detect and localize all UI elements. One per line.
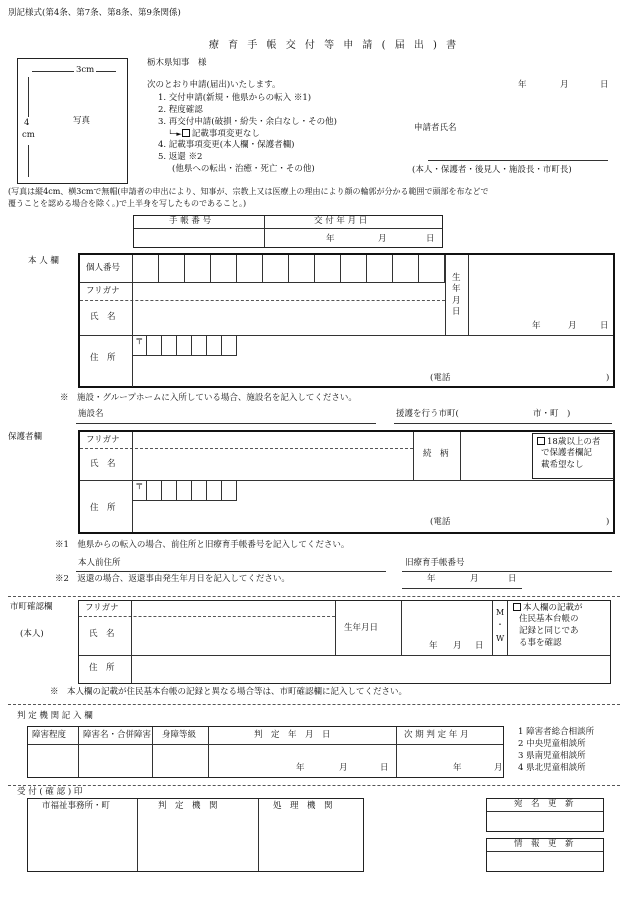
- option-5[interactable]: 5. 返還 ※2: [158, 152, 203, 162]
- handbook-date-label: 交 付 年 月 日: [314, 216, 368, 226]
- next-month: 月: [494, 763, 503, 773]
- option-2[interactable]: 2. 程度確認: [158, 105, 203, 115]
- handbook-month: 月: [378, 234, 387, 244]
- relationship-input[interactable]: [461, 433, 533, 479]
- id-number-label: 個人番号: [86, 263, 121, 273]
- date-year: 年: [518, 80, 527, 90]
- handbook-day: 日: [426, 234, 435, 244]
- person-phone-close: ): [606, 373, 610, 383]
- municipal-confirm-checkbox[interactable]: [513, 603, 521, 611]
- guardian-phone-label: (電話: [430, 517, 451, 527]
- person-address-label: 住 所: [90, 353, 116, 363]
- relationship-label: 続 柄: [423, 449, 449, 459]
- judgment-month: 月: [339, 763, 348, 773]
- applicant-name-line[interactable]: [428, 160, 608, 161]
- opt-out-line-3: 載希望なし: [541, 460, 584, 470]
- col-physical: 身障等級: [162, 730, 197, 740]
- photo-label: 写真: [73, 116, 91, 126]
- opt-out-line-1[interactable]: [537, 437, 600, 448]
- municipal-address-input[interactable]: [132, 656, 608, 683]
- municipal-section: [78, 600, 611, 684]
- col-degree: 障害程度: [32, 730, 67, 740]
- option-4[interactable]: 4. 記載事項変更(本人欄・保護者欄): [158, 140, 295, 150]
- old-number-label: 旧療育手帳番号: [405, 558, 465, 568]
- person-section: [78, 253, 615, 388]
- guardian-section-label: 保護者欄: [8, 432, 43, 442]
- next-year: 年: [453, 763, 462, 773]
- opt-out-line-2: で保護者欄記: [541, 448, 593, 458]
- col-judge: 判 定 機 関: [158, 801, 218, 811]
- municipal-confirm-line-2: 住民基本台帳の: [519, 614, 579, 624]
- person-section-label: 本 人 欄: [28, 256, 59, 266]
- old-number-line[interactable]: [402, 571, 612, 572]
- municipal-section-label: 市町確認欄: [10, 602, 53, 612]
- postal-mark-icon: 〒: [135, 337, 144, 347]
- divider-1: [8, 596, 620, 597]
- person-postal-field[interactable]: [133, 335, 237, 355]
- guardian-address-label: 住 所: [90, 503, 116, 513]
- return-reasons: (他県への転出・治癒・死亡・その他): [172, 164, 315, 174]
- prev-address-label: 本人前住所: [78, 558, 121, 568]
- judgment-year: 年: [296, 763, 305, 773]
- sub-option-label: 記載事項変更なし: [191, 129, 260, 139]
- support-municipality-line[interactable]: [394, 423, 612, 424]
- physical-grade-input[interactable]: [153, 745, 207, 776]
- photo-width-label: 3cm: [76, 65, 95, 75]
- option-3[interactable]: 3. 再交付申請(破損・紛失・余白なし・その他): [158, 117, 337, 127]
- person-name-input[interactable]: [132, 301, 444, 333]
- divider-2: [8, 704, 620, 705]
- page-title: 療 育 手 帳 交 付 等 申 請 ( 届 出 ) 書: [209, 40, 460, 51]
- applicant-label: 申請者氏名: [414, 123, 457, 133]
- person-phone-label: (電話: [430, 373, 451, 383]
- judgment-section-label: 判 定 機 関 記 入 欄: [17, 711, 93, 721]
- info-update-label: 情 報 更 新: [514, 839, 574, 849]
- person-address-input[interactable]: [133, 356, 611, 386]
- col-judgment-date: 判 定 年 月 日: [254, 730, 331, 740]
- center-4: 4 県北児童相談所: [518, 763, 586, 773]
- judgment-day: 日: [380, 763, 389, 773]
- guardian-address-input[interactable]: [133, 501, 611, 531]
- person-birth-label: 生年月日: [452, 273, 461, 318]
- sex-separator: ・: [496, 620, 504, 629]
- municipal-birth-label: 生年月日: [344, 623, 379, 633]
- guardian-furigana-input[interactable]: [132, 433, 412, 447]
- facility-note: ※ 施設・グループホームに入所している場合、施設名を記入してください。: [60, 393, 357, 403]
- guardian-postal-mark-icon: 〒: [135, 482, 144, 492]
- support-municipality-suffix: 市・町 ): [533, 409, 571, 419]
- municipal-sex-field[interactable]: [493, 602, 507, 654]
- handbook-year: 年: [326, 234, 335, 244]
- photo-box[interactable]: [17, 58, 128, 184]
- person-furigana-label: フリガナ: [86, 286, 120, 296]
- sub-option-no-change[interactable]: [168, 129, 260, 140]
- municipal-birth-year: 年: [429, 641, 438, 651]
- opt-out-box: [532, 433, 614, 479]
- receipt-section-label: 受 付 ( 確 認 ) 印: [17, 787, 83, 797]
- arrow-right-icon: └─►: [168, 130, 182, 138]
- municipal-name-label: 氏 名: [89, 629, 115, 639]
- col-disability: 障害名・合併障害: [83, 730, 152, 740]
- guardian-phone-close: ): [606, 517, 610, 527]
- center-1: 1 障害者総合相談所: [518, 727, 595, 737]
- addressee-update-box[interactable]: [486, 798, 604, 832]
- sex-w: W: [496, 634, 505, 643]
- prev-address-line[interactable]: [76, 571, 386, 572]
- return-date-line[interactable]: [402, 588, 522, 589]
- municipal-furigana-input[interactable]: [131, 602, 335, 615]
- guardian-section: [78, 430, 615, 534]
- guardian-name-input[interactable]: [132, 449, 412, 477]
- municipal-confirm-line-3: 記録と同じであ: [519, 626, 579, 636]
- date-month: 月: [560, 80, 569, 90]
- return-month: 月: [470, 574, 479, 584]
- handbook-number-label: 手 帳 番 号: [169, 216, 212, 226]
- person-furigana-input[interactable]: [132, 283, 444, 299]
- info-update-box[interactable]: [486, 838, 604, 872]
- guardian-postal-field[interactable]: [133, 480, 237, 500]
- municipal-confirm-line-1[interactable]: [513, 603, 583, 614]
- person-birth-month: 月: [568, 321, 577, 331]
- person-name-label: 氏 名: [90, 312, 116, 322]
- return-year: 年: [427, 574, 436, 584]
- office-stamp-area[interactable]: [29, 814, 136, 870]
- transfer-note-2: ※2 返還の場合、返還事由発生年月日を記入してください。: [55, 574, 290, 584]
- process-stamp-area[interactable]: [259, 814, 363, 870]
- municipal-furigana-label: フリガナ: [85, 603, 119, 613]
- municipal-section-sub: (本人): [20, 629, 44, 639]
- addressee-update-label: 宛 名 更 新: [514, 799, 574, 809]
- photo-note-2: 覆うことを認める場合を除く。)で上半身を写したものであること。): [8, 199, 247, 208]
- next-judgment-input[interactable]: [397, 745, 503, 776]
- municipal-address-label: 住 所: [89, 663, 115, 673]
- id-number-field[interactable]: [132, 255, 454, 282]
- municipal-birth-day: 日: [475, 641, 484, 651]
- judgment-table: [27, 726, 504, 778]
- municipal-note: ※ 本人欄の記載が住民基本台帳の記録と異なる場合等は、市町確認欄に記入してください。: [50, 687, 408, 697]
- col-process: 処 理 機 関: [273, 801, 333, 811]
- photo-height-unit: cm: [22, 130, 35, 140]
- photo-height-label: 4: [24, 118, 30, 128]
- degree-input[interactable]: [29, 745, 77, 776]
- municipal-birth-month: 月: [453, 641, 462, 651]
- intro-text: 次のとおり申請(届出)いたします。: [147, 80, 281, 90]
- option-1[interactable]: 1. 交付申請(新規・他県からの転入 ※1): [158, 93, 312, 103]
- municipal-confirm-line-4: る事を確認: [519, 638, 562, 648]
- col-next-judgment: 次 期 判 定 年 月: [404, 730, 469, 740]
- photo-note-1: (写真は縦4cm、横3cmで無帽(申請者の申出により、知事が、宗教上又は医療上の理由により顔の輪郭が分かる範囲で頭部を布などで: [8, 187, 489, 196]
- center-3: 3 県南児童相談所: [518, 751, 586, 761]
- form-label: 別記様式(第4条、第7条、第8条、第9条関係): [8, 8, 181, 18]
- receipt-table: [27, 798, 364, 872]
- guardian-name-label: 氏 名: [90, 459, 116, 469]
- checkbox-no-change[interactable]: [182, 129, 190, 137]
- disability-input[interactable]: [79, 745, 151, 776]
- return-day: 日: [508, 574, 517, 584]
- date-day: 日: [600, 80, 609, 90]
- person-birth-input[interactable]: [469, 256, 613, 334]
- person-birth-year: 年: [532, 321, 541, 331]
- center-2: 2 中央児童相談所: [518, 739, 586, 749]
- transfer-note-1: ※1 他県からの転入の場合、前住所と旧療育手帳番号を記入してください。: [55, 540, 350, 550]
- support-municipality-label: 援護を行う市町(: [396, 409, 459, 419]
- col-office: 市福祉事務所・町: [42, 801, 111, 811]
- person-birth-day: 日: [600, 321, 609, 331]
- municipal-confirm-text-1: 本人欄の記載が: [523, 603, 583, 613]
- handbook-box: [133, 215, 443, 248]
- facility-name-line[interactable]: [76, 423, 376, 424]
- guardian-furigana-label: フリガナ: [86, 435, 120, 445]
- addressee: 栃木県知事 様: [147, 58, 207, 68]
- applicant-roles: (本人・保護者・後見人・施設長・市町長): [412, 165, 572, 175]
- opt-out-text-1: 18歳以上の者: [547, 437, 601, 447]
- municipal-name-input[interactable]: [131, 617, 335, 655]
- sex-m: M: [496, 608, 505, 617]
- divider-3: [8, 785, 620, 786]
- facility-name-label: 施設名: [78, 409, 104, 419]
- judge-stamp-area[interactable]: [138, 814, 257, 870]
- opt-out-checkbox[interactable]: [537, 437, 545, 445]
